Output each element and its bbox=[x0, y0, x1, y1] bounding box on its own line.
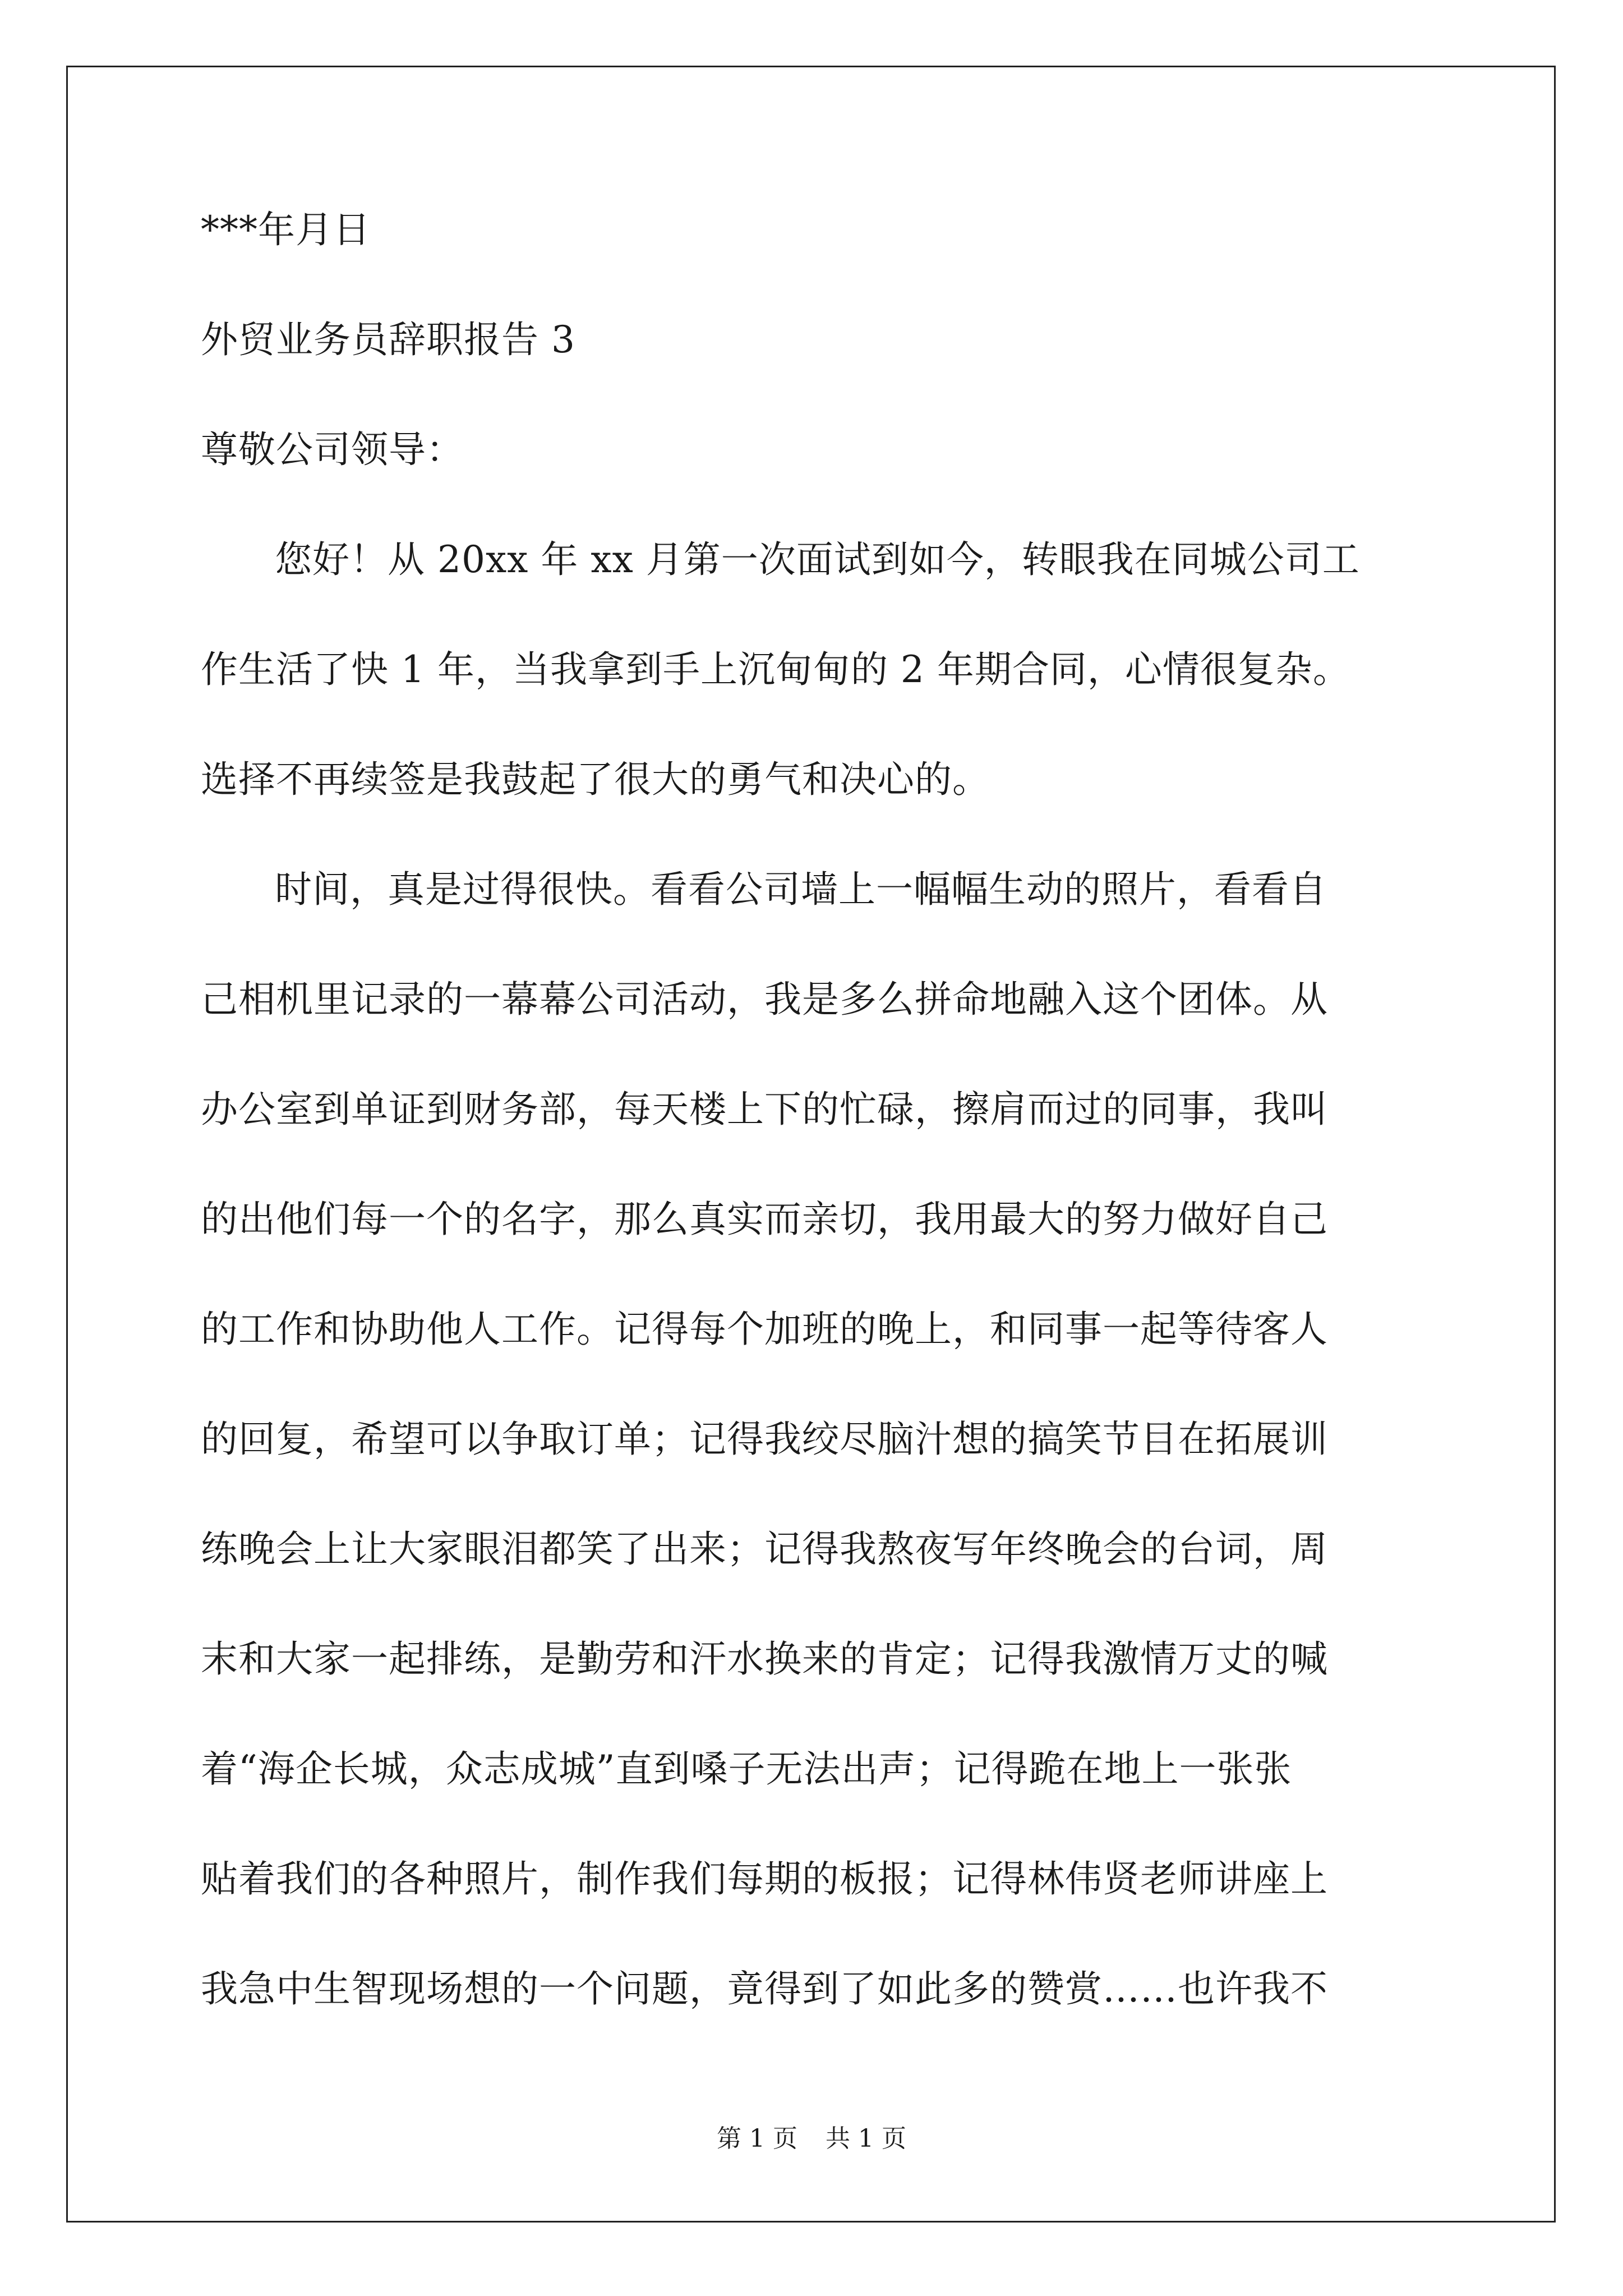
date-line: ***年月日 bbox=[201, 208, 371, 251]
paragraph-1-line-2: 作生活了快 1 年，当我拿到手上沉甸甸的 2 年期合同，心情很复杂。 bbox=[201, 648, 1350, 691]
page-footer bbox=[0, 2122, 1623, 2156]
paragraph-2-line-4: 的出他们每一个的名字，那么真实而亲切，我用最大的努力做好自己 bbox=[201, 1198, 1328, 1241]
paragraph-1-line-1: 您好！从 20xx 年 xx 月第一次面试到如今，转眼我在同城公司工 bbox=[275, 538, 1360, 581]
page-total: 共 1 页 bbox=[826, 2124, 906, 2153]
document-title: 外贸业务员辞职报告 3 bbox=[201, 318, 575, 361]
paragraph-2-line-9: 着“海企长城，众志成城”直到嗓子无法出声；记得跪在地上一张张 bbox=[201, 1747, 1292, 1791]
paragraph-1-line-3: 选择不再续签是我鼓起了很大的勇气和决心的。 bbox=[201, 758, 990, 801]
page-number: 第 1 页 bbox=[717, 2124, 797, 2153]
paragraph-2-line-2: 己相机里记录的一幕幕公司活动，我是多么拼命地融入这个团体。从 bbox=[201, 978, 1328, 1021]
paragraph-2-line-7: 练晚会上让大家眼泪都笑了出来；记得我熬夜写年终晚会的台词，周 bbox=[201, 1527, 1328, 1571]
paragraph-2-line-6: 的回复，希望可以争取订单；记得我绞尽脑汁想的搞笑节目在拓展训 bbox=[201, 1418, 1328, 1461]
paragraph-2-line-8: 末和大家一起排练，是勤劳和汗水换来的肯定；记得我激情万丈的喊 bbox=[201, 1637, 1328, 1681]
paragraph-2-line-1: 时间，真是过得很快。看看公司墙上一幅幅生动的照片，看看自 bbox=[275, 868, 1327, 911]
paragraph-2-line-10: 贴着我们的各种照片，制作我们每期的板报；记得林伟贤老师讲座上 bbox=[201, 1857, 1328, 1901]
paragraph-2-line-11: 我急中生智现场想的一个问题，竟得到了如此多的赞赏……也许我不 bbox=[201, 1967, 1328, 2010]
paragraph-2-line-5: 的工作和协助他人工作。记得每个加班的晚上，和同事一起等待客人 bbox=[201, 1308, 1328, 1351]
salutation: 尊敬公司领导： bbox=[201, 428, 464, 471]
paragraph-2-line-3: 办公室到单证到财务部，每天楼上下的忙碌，擦肩而过的同事，我叫 bbox=[201, 1088, 1328, 1131]
